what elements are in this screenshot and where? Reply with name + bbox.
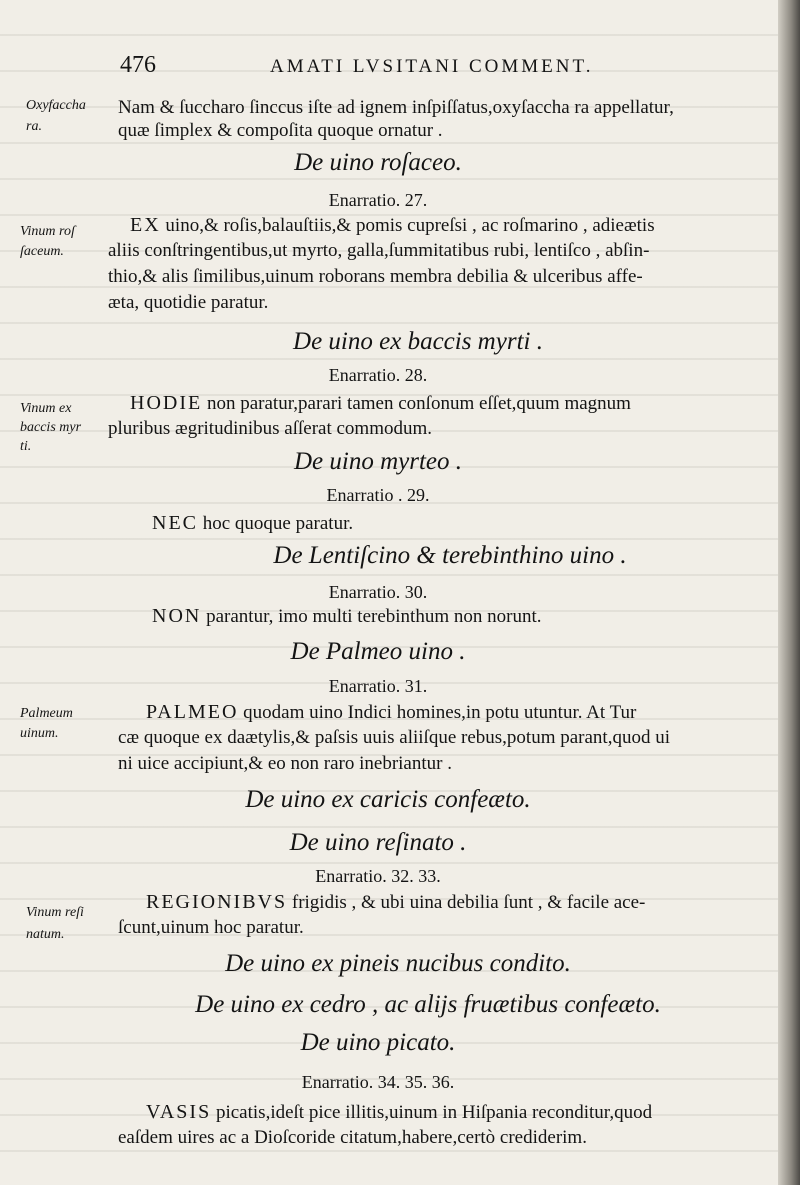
section-title: De uino roſaceo.: [294, 149, 462, 176]
initial-word: REGIONIBVS: [146, 891, 288, 913]
margin-note: natum.: [26, 927, 65, 942]
initial-word: EX: [130, 214, 161, 236]
margin-note: ſaceum.: [20, 244, 64, 259]
margin-note: Vinum roſ: [20, 224, 75, 239]
section-title: De uino reſinato .: [289, 829, 467, 856]
body-line: pluribus ægritudinibus aſſerat commodum.: [108, 418, 433, 439]
page-edge-shadow: [778, 0, 800, 1185]
body-line: [146, 1101, 652, 1124]
body-line: [152, 605, 541, 628]
enarratio-heading: Enarratio. 34. 35. 36.: [301, 1072, 455, 1092]
enarratio-heading: Enarratio. 32. 33.: [315, 866, 441, 886]
body-line: thio,& alis ſimilibus,uinum roborans membra debilia & ulceribus affe-: [108, 266, 643, 287]
body-line: quæ ſimplex & compoſita quoque ornatur .: [118, 120, 443, 141]
section-title: De uino ex pineis nucibus condito.: [225, 950, 571, 977]
enarratio-heading: Enarratio. 31.: [328, 676, 428, 696]
margin-note: Vinum ex: [20, 401, 72, 416]
body-text: parantur, imo multi terebinthum non norunt.: [201, 606, 542, 627]
page-number: 476: [120, 52, 156, 78]
body-line: [152, 512, 353, 535]
section-title: De uino myrteo .: [293, 448, 463, 475]
initial-word: NEC: [152, 512, 198, 534]
margin-note: Oxyfaccha: [26, 98, 86, 113]
section-title: De uino ex baccis myrti .: [293, 328, 543, 355]
initial-word: HODIE: [130, 392, 203, 414]
section-title: De Palmeo uino .: [290, 638, 466, 665]
page-header: [120, 52, 640, 78]
initial-word: PALMEO: [146, 701, 239, 723]
running-head: AMATI LVSITANI COMMENT.: [270, 56, 594, 77]
margin-note: baccis myr: [20, 420, 82, 435]
margin-note: Vinum reſi: [26, 905, 84, 920]
body-text: quodam uino Indici homines,in potu utuntur. At Tur: [238, 702, 637, 723]
body-line: [146, 701, 636, 724]
enarratio-heading: Enarratio. 27.: [328, 190, 428, 210]
enarratio-heading: Enarratio. 28.: [328, 365, 428, 385]
body-line: ni uice accipiunt,& eo non raro inebriantur .: [118, 753, 452, 774]
body-text: picatis,ideſt pice illitis,uinum in Hiſpania reconditur,quod: [211, 1102, 653, 1123]
body-line: æta, quotidie paratur.: [108, 292, 269, 313]
enarratio-heading: Enarratio . 29.: [326, 485, 430, 505]
body-line: Nam & ſuccharo ſinccus iſte ad ignem inſpiſſatus,oxyſaccha ra appellatur,: [118, 97, 674, 118]
section-title: De Lentiſcino & terebinthino uino .: [273, 542, 627, 569]
section-title: De uino ex caricis confeæto.: [245, 786, 531, 813]
enarratio-heading: Enarratio. 30.: [328, 582, 428, 602]
initial-word: NON: [152, 605, 202, 627]
margin-note: ra.: [26, 119, 42, 134]
body-line: [146, 891, 645, 914]
margin-note: ti.: [20, 439, 32, 454]
body-line: aliis conſtringentibus,ut myrto, galla,ſummitatibus rubi, lentiſco , abſin-: [108, 240, 650, 261]
section-title: De uino ex cedro , ac alijs fruætibus confeæto.: [195, 991, 661, 1018]
body-line: [130, 392, 631, 415]
body-line: eaſdem uires ac a Dioſcoride citatum,habere,certò crediderim.: [118, 1127, 587, 1148]
body-line: [130, 214, 655, 237]
body-line: ſcunt,uinum hoc paratur.: [118, 917, 304, 938]
initial-word: VASIS: [146, 1101, 212, 1123]
body-text: hoc quoque paratur.: [198, 513, 354, 534]
body-line: cæ quoque ex daætylis,& paſsis uuis aliiſque rebus,potum parant,quod ui: [118, 727, 670, 748]
margin-note: Palmeum: [20, 706, 73, 721]
margin-note: uinum.: [20, 726, 59, 741]
section-title: De uino picato.: [300, 1029, 456, 1056]
body-text: non paratur,parari tamen conſonum eſſet,quum magnum: [202, 393, 631, 414]
body-text: frigidis , & ubi uina debilia ſunt , & facile ace-: [287, 892, 646, 913]
body-text: uino,& roſis,balauſtiis,& pomis cupreſsi , ac roſmarino , adieætis: [160, 215, 655, 236]
